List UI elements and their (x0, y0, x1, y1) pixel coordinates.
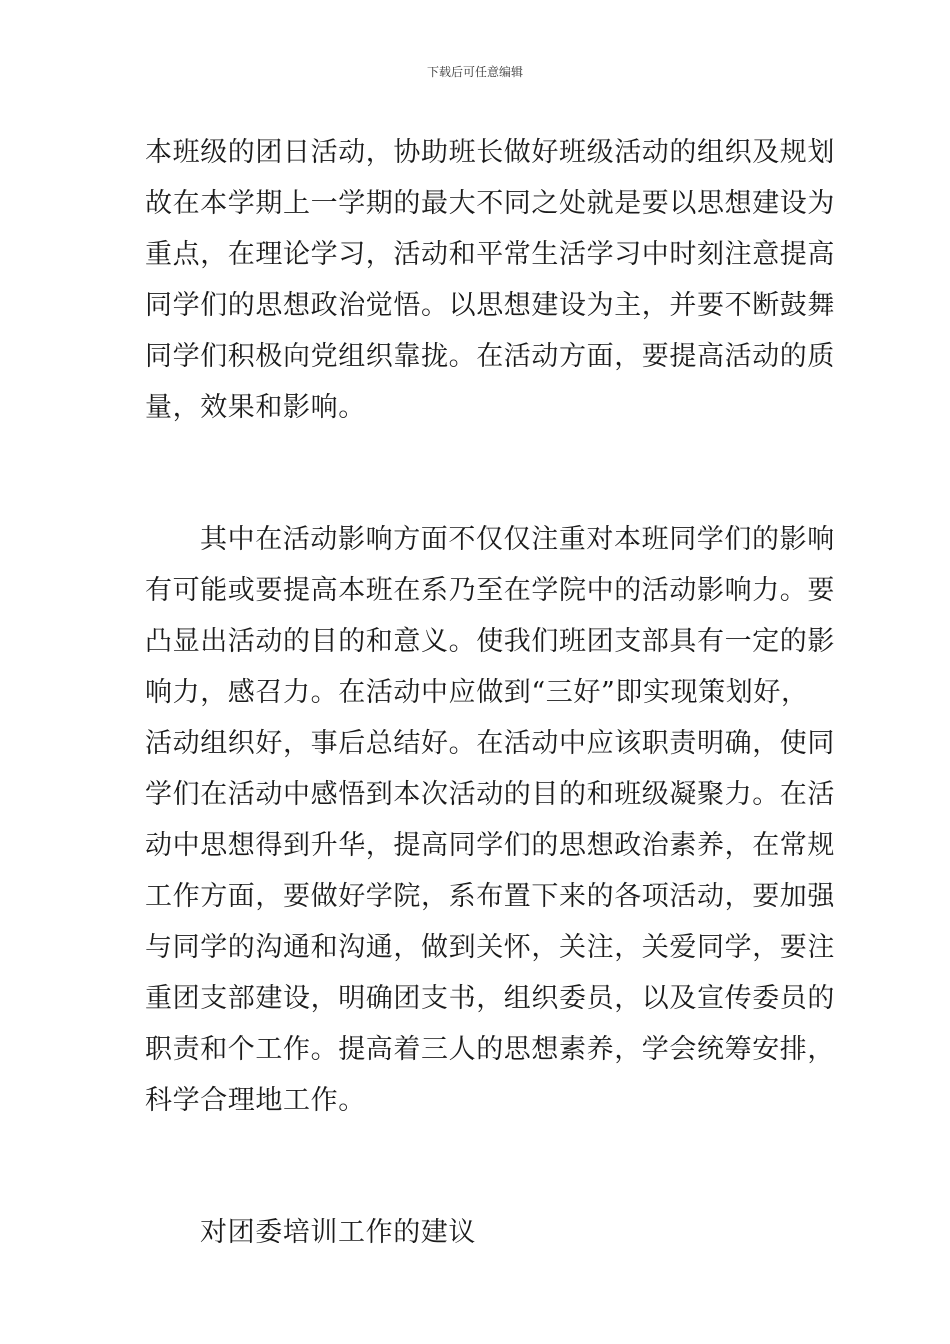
text-line: 工作方面，要做好学院，系布置下来的各项活动，要加强 (145, 881, 835, 912)
text-line: 职责和个工作。提高着三人的思想素养，学会统筹安排， (145, 1034, 835, 1065)
page-header-note: 下载后可任意编辑 (426, 65, 523, 79)
text-line: 凸显出活动的目的和意义。使我们班团支部具有一定的影 (145, 626, 835, 657)
text-line: 同学们的思想政治觉悟。以思想建设为主，并要不断鼓舞 (145, 290, 835, 321)
text-line: 与同学的沟通和沟通，做到关怀，关注，关爱同学，要注 (145, 932, 835, 963)
text-line: 同学们积极向党组织靠拢。在活动方面，要提高活动的质 (145, 341, 835, 372)
text-line: 响力，感召力。在活动中应做到“三好”即实现策划好， (145, 677, 809, 708)
text-line: 本班级的团日活动，协助班长做好班级活动的组织及规划 (145, 137, 835, 168)
section-heading-paragraph (145, 1207, 810, 1258)
text-line: 重团支部建设，明确团支书，组织委员，以及宣传委员的 (145, 983, 835, 1014)
text-line: 故在本学期上一学期的最大不同之处就是要以思想建设为 (145, 188, 835, 219)
text-line: 活动组织好，事后总结好。在活动中应该职责明确，使同 (145, 728, 835, 759)
paragraph-gap (145, 1126, 810, 1207)
text-line: 重点，在理论学习，活动和平常生活学习中时刻注意提高 (145, 239, 835, 270)
paragraph-1 (145, 127, 835, 433)
text-line: 有可能或要提高本班在系乃至在学院中的活动影响力。要 (145, 575, 835, 606)
section-heading: 对团委培训工作的建议 (200, 1217, 476, 1248)
text-line: 量，效果和影响。 (145, 392, 366, 423)
text-line: 动中思想得到升华，提高同学们的思想政治素养，在常规 (145, 830, 835, 861)
paragraph-gap (145, 433, 810, 514)
document-body (145, 127, 835, 1258)
text-line: 学们在活动中感悟到本次活动的目的和班级凝聚力。在活 (145, 779, 835, 810)
text-line: 科学合理地工作。 (145, 1085, 366, 1116)
text-line: 其中在活动影响方面不仅仅注重对本班同学们的影响 (200, 524, 835, 555)
paragraph-2 (145, 514, 835, 1126)
